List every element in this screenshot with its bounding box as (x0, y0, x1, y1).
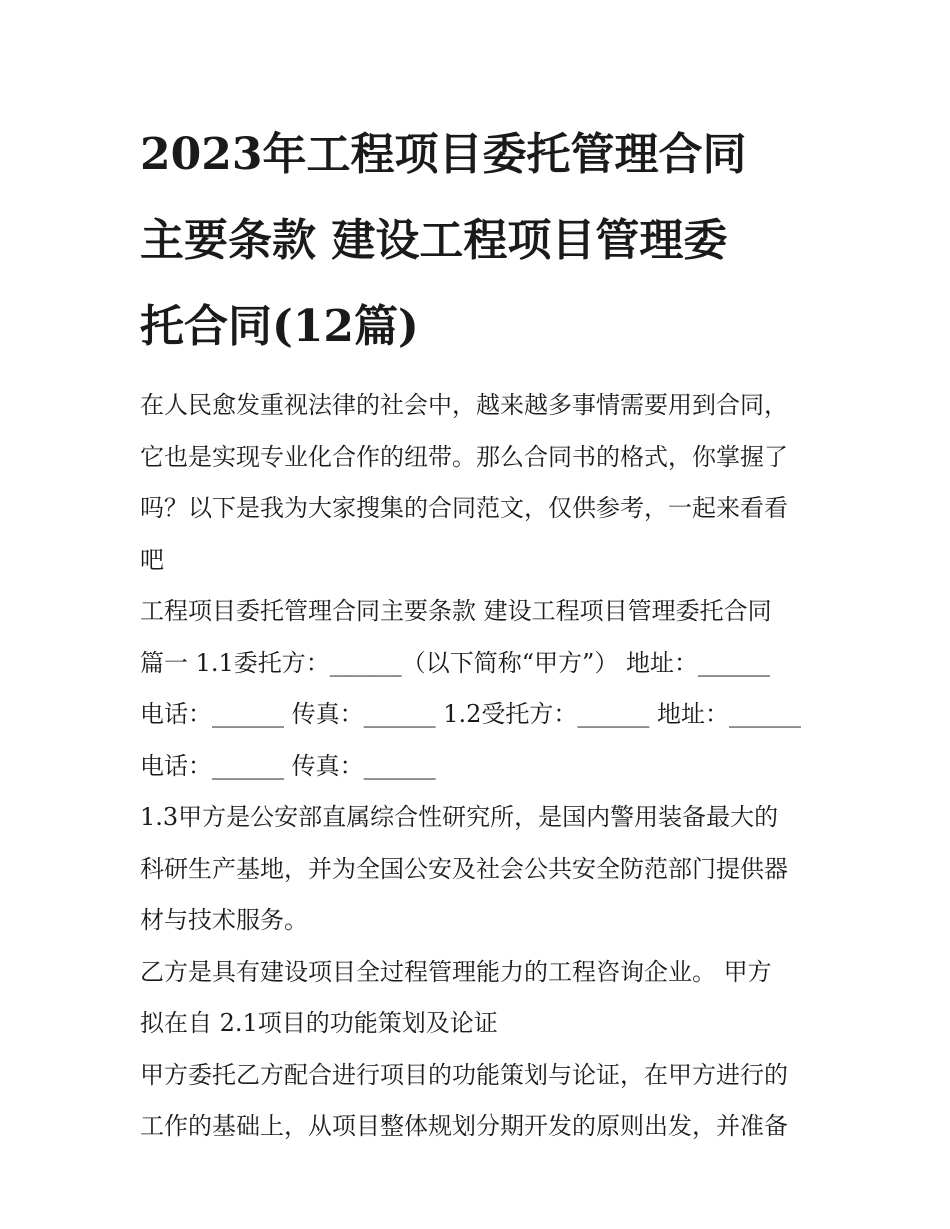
document-page (140, 112, 820, 1153)
party-a-description-paragraph (140, 792, 820, 947)
text-line: 1.3甲方是公安部直属综合性研究所，是国内警用装备最大的 (140, 803, 779, 831)
text-line: 乙方是具有建设项目全过程管理能力的工程咨询企业。 甲方 (140, 957, 772, 986)
text-line: 拟在自 2.1项目的功能策划及论证 (140, 1009, 498, 1037)
title-line: 2023年工程项目委托管理合同 (140, 129, 747, 180)
function-planning-paragraph (140, 1050, 820, 1153)
intro-paragraph (140, 380, 820, 586)
title-line: 托合同(12篇) (140, 301, 419, 352)
text-line: 在人民愈发重视法律的社会中，越来越多事情需要用到合同， (140, 391, 788, 419)
text-line: 甲方委托乙方配合进行项目的功能策划与论证，在甲方进行的 (140, 1060, 788, 1089)
document-body (140, 380, 820, 1153)
text-line: 工作的基础上，从项目整体规划分期开发的原则出发，并准备 (140, 1112, 788, 1140)
text-line: 工程项目委托管理合同主要条款 建设工程项目管理委托合同 (140, 597, 772, 625)
party-b-description-paragraph (140, 947, 820, 1050)
text-line: 吗？以下是我为大家搜集的合同范文，仅供参考，一起来看看 (140, 494, 788, 522)
text-line: 它也是实现专业化合作的纽带。那么合同书的格式，你掌握了 (140, 442, 788, 471)
text-line: 科研生产基地，并为全国公安及社会公共安全防范部门提供器 (140, 854, 788, 883)
text-line: 材与技术服务。 (140, 906, 308, 934)
text-line: 篇一 1.1委托方：______（以下简称“甲方”） 地址：______ (140, 648, 770, 677)
text-line: 电话：______ 传真：______ 1.2受托方：______ 地址：______ (140, 700, 802, 728)
title-line: 主要条款 建设工程项目管理委 (140, 215, 728, 266)
text-line: 电话：______ 传真：______ (140, 751, 436, 780)
text-line: 吧 (140, 545, 164, 574)
document-title (140, 112, 820, 370)
contract-parties-paragraph (140, 586, 820, 792)
